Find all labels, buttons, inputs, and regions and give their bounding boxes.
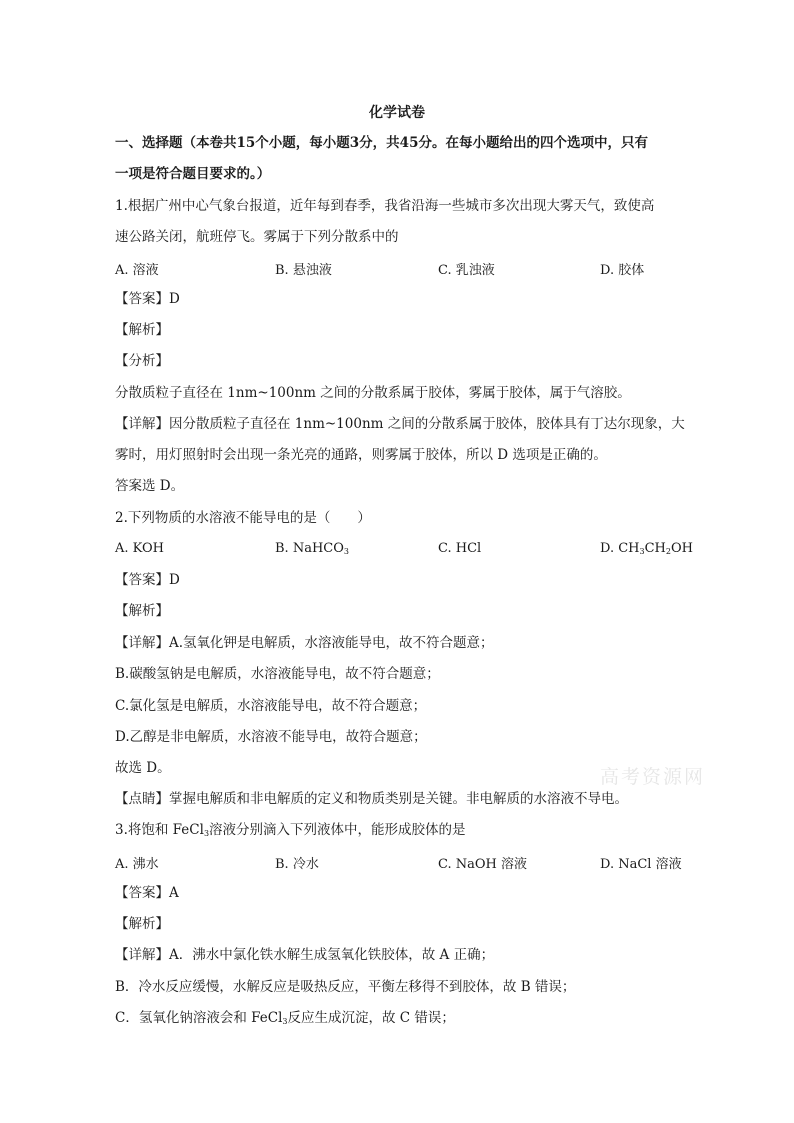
q3-detail-b: B．冷水反应缓慢，水解反应是吸热反应，平衡左移得不到胶体，故 B 错误；	[115, 979, 576, 995]
q2-option-c: C. HCl	[438, 541, 482, 556]
q1-stem-line1: 1.根据广州中心气象台报道，近年每到春季，我省沿海一些城市多次出现大雾天气，致使高	[115, 198, 655, 214]
q3-option-c: C. NaOH 溶液	[438, 857, 528, 872]
q2-conclusion: 故选 D。	[115, 760, 171, 776]
q2-answer: 【答案】D	[115, 572, 180, 588]
q2-key-point: 【点睛】掌握电解质和非电解质的定义和物质类别是关键。非电解质的水溶液不导电。	[115, 791, 628, 807]
q1-fenxi-label: 【分析】	[115, 353, 169, 369]
q1-detail-line2: 雾时，用灯照射时会出现一条光亮的通路，则雾属于胶体，所以 D 选项是正确的。	[115, 447, 607, 463]
q3-option-d: D. NaCl 溶液	[600, 857, 682, 872]
q1-option-b: B. 悬浊液	[275, 263, 332, 278]
q3-stem: 3.将饱和 FeCl$_3$溶液分别滴入下列液体中，能形成胶体的是	[115, 822, 466, 838]
q3-option-b: B. 冷水	[275, 857, 319, 872]
q3-option-a: A. 沸水	[115, 857, 159, 872]
q2-detail-a: 【详解】A.氢氧化钾是电解质，水溶液能导电，故不符合题意；	[115, 635, 494, 651]
q1-analysis-label: 【解析】	[115, 322, 169, 338]
q2-detail-c: C.氯化氢是电解质，水溶液能导电，故不符合题意；	[115, 698, 427, 714]
q1-option-a: A. 溶液	[115, 263, 159, 278]
q3-analysis-label: 【解析】	[115, 916, 169, 932]
q1-answer: 【答案】D	[115, 291, 180, 307]
q2-detail-d: D.乙醇是非电解质，水溶液不能导电，故符合题意；	[115, 729, 427, 745]
page-title: 化学试卷	[369, 105, 425, 121]
q3-detail-a: 【详解】A．沸水中氯化铁水解生成氢氧化铁胶体，故 A 正确；	[115, 947, 495, 963]
q3-answer: 【答案】A	[115, 885, 179, 901]
section-heading-line2: 一项是符合题目要求的。）	[115, 166, 271, 182]
q1-option-d: D. 胶体	[600, 263, 645, 278]
q2-stem: 2.下列物质的水溶液不能导电的是（ ）	[115, 510, 371, 526]
q2-option-d: D. $CH_3CH_2OH$	[600, 541, 693, 556]
q1-conclusion: 答案选 D。	[115, 478, 185, 494]
section-heading-line1: 一、选择题（本卷共15个小题，每小题3分，共45分。在每小题给出的四个选项中，只有	[115, 135, 648, 151]
q1-option-c: C. 乳浊液	[438, 263, 495, 278]
watermark: 高考资源网	[600, 766, 706, 788]
q1-fenxi-text: 分散质粒子直径在 1nm~100nm 之间的分散系属于胶体，雾属于胶体，属于气溶胶。	[115, 385, 631, 401]
q2-option-a: A. KOH	[115, 541, 165, 556]
q1-stem-line2: 速公路关闭，航班停飞。雾属于下列分散系中的	[115, 229, 399, 245]
q2-detail-b: B.碳酸氢钠是电解质，水溶液能导电，故不符合题意；	[115, 666, 440, 682]
q3-detail-c: C．氢氧化钠溶液会和 FeCl$_3$反应生成沉淀，故 C 错误；	[115, 1010, 455, 1026]
q2-analysis-label: 【解析】	[115, 603, 169, 619]
q2-option-b: B. NaHCO$_3$	[275, 541, 349, 556]
q1-detail-line1: 【详解】因分散质粒子直径在 1nm~100nm 之间的分散系属于胶体，胶体具有丁达尔现象，大	[115, 416, 685, 432]
